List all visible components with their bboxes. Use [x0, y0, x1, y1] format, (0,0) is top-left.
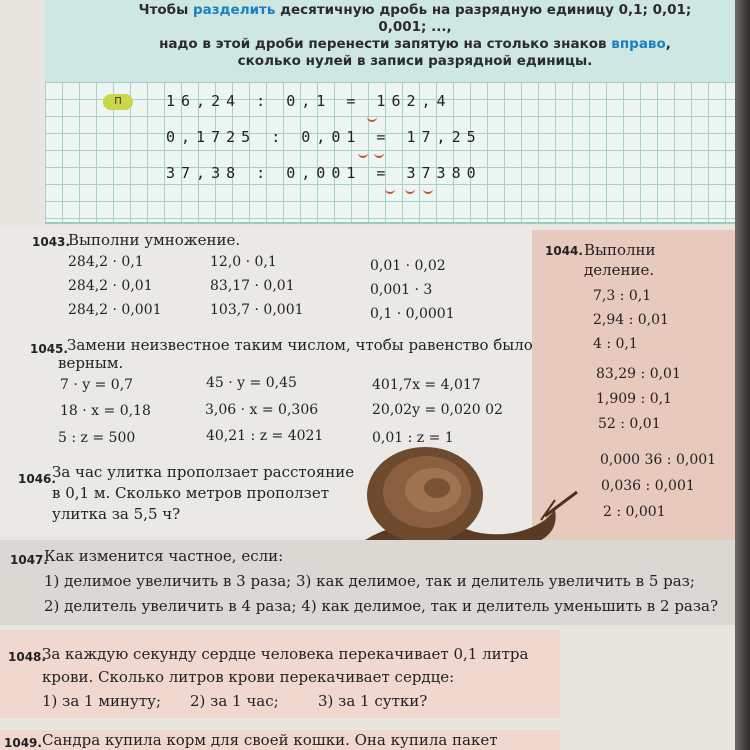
task-1048-opt1: 1) за 1 минуту; [42, 692, 162, 710]
task-1044-title: деление. [584, 261, 655, 279]
expr-1043: 284,2 · 0,01 [68, 278, 153, 294]
task-1049-line1: Сандра купила корм для своей кошки. Она купила пакет [42, 731, 498, 749]
task-1048-line1: За каждую секунду сердце человека перекачивает 0,1 литра [42, 645, 529, 663]
example-2: 0,1725 : 0,01 = 17,25 [166, 128, 482, 146]
rule-text-part: надо в этой дроби перенести запятую на столько знаков [159, 36, 612, 52]
task-number-1044: 1044. [545, 244, 583, 258]
comma-arrow [374, 148, 384, 158]
task-1045-line1: Замени неизвестное таким числом, чтобы равенство было [67, 336, 533, 354]
task-1046-line1: За час улитка проползает расстояние [52, 463, 355, 481]
expr-1044: 83,29 : 0,01 [596, 366, 681, 382]
rule-text [115, 2, 715, 70]
expr-1045: 18 · x = 0,18 [60, 403, 151, 419]
expr-1045: 45 · y = 0,45 [206, 375, 297, 391]
task-number-1046: 1046. [18, 472, 56, 486]
badge-example: П [103, 94, 133, 110]
task-1048-opt3: 3) за 1 сутки? [318, 692, 428, 710]
expr-1045: 0,01 : z = 1 [372, 430, 454, 446]
task-1047-line1: Как изменится частное, если: [44, 547, 284, 565]
rule-text-part: десятичную дробь на разрядную единицу 0,1; 0,01; 0,001; ..., [275, 2, 692, 35]
expr-1045: 20,02y = 0,020 02 [372, 402, 503, 418]
task-1045-line2: верным. [58, 354, 124, 372]
expr-1043: 0,1 · 0,0001 [370, 306, 455, 322]
expr-1044: 52 : 0,01 [598, 416, 661, 432]
expr-1045: 5 : z = 500 [58, 430, 136, 446]
expr-1043: 83,17 · 0,01 [210, 278, 295, 294]
task-1048-line2: крови. Сколько литров крови перекачивает сердце: [42, 668, 455, 686]
task-1046-line3: улитка за 5,5 ч? [52, 505, 181, 523]
expr-1045: 3,06 · x = 0,306 [205, 402, 319, 418]
page-edge [735, 0, 750, 750]
task-1043-title: Выполни умножение. [68, 231, 241, 249]
expr-1043: 103,7 · 0,001 [210, 302, 304, 318]
expr-1045: 40,21 : z = 4021 [206, 428, 324, 444]
task-number-1047: 1047. [10, 553, 48, 567]
expr-1044: 4 : 0,1 [593, 336, 638, 352]
task-1048-opt2: 2) за 1 час; [190, 692, 279, 710]
comma-arrow [367, 112, 377, 122]
comma-arrow [385, 184, 395, 194]
rule-text-part: Чтобы [138, 2, 194, 18]
task-1044-title: Выполни [584, 241, 656, 259]
expr-1043: 284,2 · 0,1 [68, 254, 144, 270]
rule-highlight-divide: разделить [193, 2, 276, 18]
task-1047-line2: 1) делимое увеличить в 3 раза; 3) как делимое, так и делитель увеличить в 5 раз; [44, 572, 695, 590]
expr-1044: 2,94 : 0,01 [593, 312, 669, 328]
rule-text-part: , [665, 36, 671, 52]
comma-arrow [358, 148, 368, 158]
example-3: 37,38 : 0,001 = 37380 [166, 164, 482, 182]
expr-1044: 0,000 36 : 0,001 [600, 452, 717, 468]
rule-box [45, 0, 740, 84]
comma-arrow [423, 184, 433, 194]
expr-1045: 401,7x = 4,017 [372, 377, 481, 393]
task-number-1045: 1045. [30, 342, 68, 356]
task-number-1049: 1049. [4, 736, 42, 750]
task-1046-line2: в 0,1 м. Сколько метров проползет [52, 484, 330, 502]
snail-illustration [355, 440, 585, 550]
comma-arrow [405, 184, 415, 194]
expr-1043: 284,2 · 0,001 [68, 302, 162, 318]
expr-1044: 7,3 : 0,1 [593, 288, 652, 304]
task-number-1048: 1048. [8, 650, 46, 664]
task-1047-line3: 2) делитель увеличить в 4 раза; 4) как делимое, так и делитель уменьшить в 2 раза? [44, 597, 719, 615]
expr-1043: 0,01 · 0,02 [370, 258, 446, 274]
rule-highlight-right: вправо [611, 36, 666, 52]
expr-1043: 0,001 · 3 [370, 282, 433, 298]
expr-1043: 12,0 · 0,1 [210, 254, 277, 270]
task-number-1043: 1043. [32, 235, 70, 249]
expr-1044: 0,036 : 0,001 [601, 478, 695, 494]
expr-1044: 2 : 0,001 [603, 504, 666, 520]
rule-text-line3: сколько нулей в записи разрядной единицы. [237, 53, 593, 69]
expr-1045: 7 · y = 0,7 [60, 377, 134, 393]
example-1: 16,24 : 0,1 = 162,4 [166, 92, 452, 110]
expr-1044: 1,909 : 0,1 [596, 391, 672, 407]
